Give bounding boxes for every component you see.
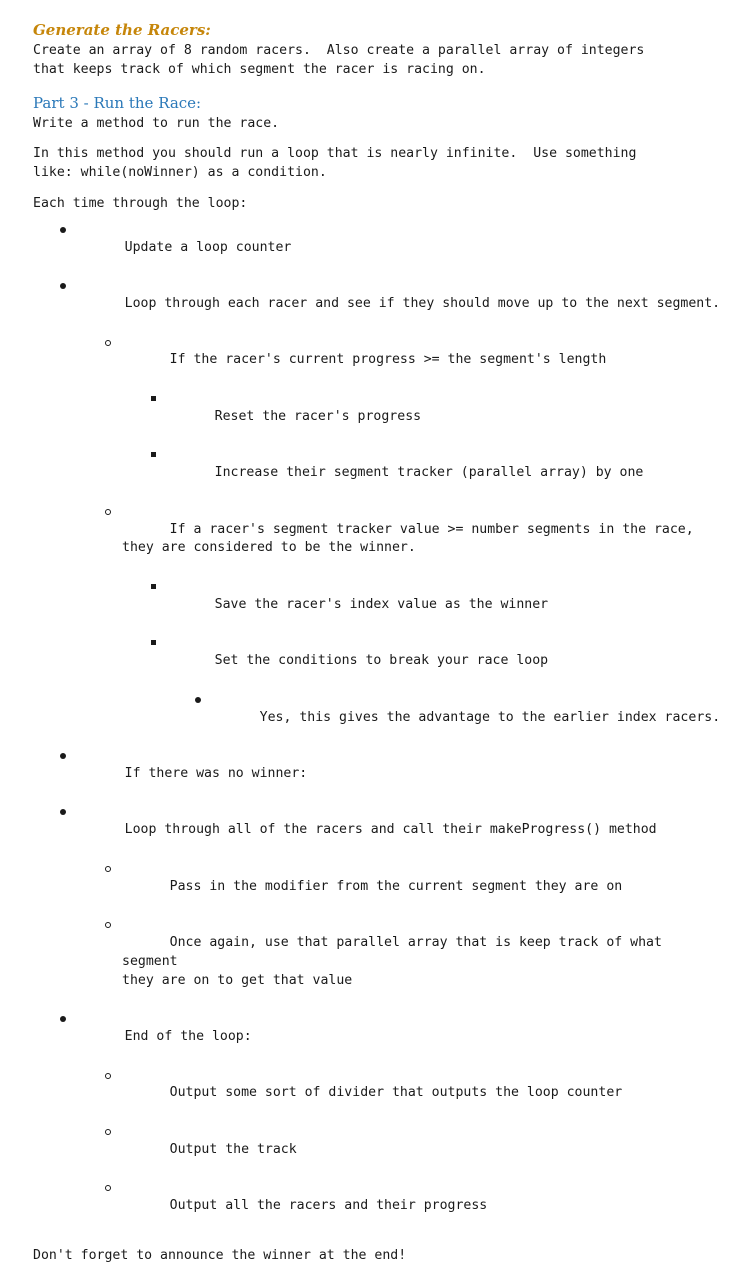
paragraph-line: that keeps track of which segment the racer is racing on. (33, 61, 486, 77)
list-item (33, 915, 723, 1009)
list-item-text: Yes, this gives the advantage to the earlier index racers. (259, 709, 721, 725)
paragraph-line: Create an array of 8 random racers. Also create a parallel array of integers (33, 43, 645, 58)
paragraph-line: In this method you should run a loop that is nearly infinite. Use something (33, 146, 637, 162)
list-item-text: End of the loop: (124, 1029, 252, 1045)
list-item-text: Increase their segment tracker (parallel array) by one (214, 465, 644, 481)
loop-intro-text: Each time through the loop: (33, 195, 248, 211)
list-item (33, 445, 723, 501)
list-item-text: Output all the racers and their progress (169, 1198, 488, 1214)
list-item-text: Once again, use that parallel array that is keep track of what segment they are on to get that value (122, 935, 662, 988)
list-item (33, 859, 723, 915)
list-item (33, 1066, 723, 1122)
intro-text: Write a method to run the race. (33, 115, 280, 131)
list-item (33, 502, 723, 577)
list-item (33, 1122, 723, 1178)
list-item (33, 333, 723, 389)
list-item-text: Save the racer's index value as the winner (214, 596, 549, 612)
list-item (33, 577, 723, 633)
spacer (33, 183, 723, 195)
spacer (33, 133, 723, 145)
section-heading-run-race: Part 3 - Run the Race: (33, 93, 202, 112)
list-item-text: Set the conditions to break your race loop (214, 653, 549, 669)
list-item-text: If the racer's current progress >= the segment's length (169, 352, 607, 368)
loop-steps-list (33, 220, 723, 1235)
list-item-text: If there was no winner: (124, 765, 308, 781)
section-heading-generate-racers: Generate the Racers: (33, 21, 211, 39)
list-item (33, 220, 723, 276)
list-item-text: Output some sort of divider that outputs the loop counter (169, 1085, 623, 1101)
list-item-text: Output the track (169, 1141, 297, 1157)
list-item-text: Loop through each racer and see if they should move up to the next segment. (124, 295, 721, 311)
list-item (33, 802, 723, 858)
spacer (33, 1235, 723, 1247)
list-item-text: Loop through all of the racers and call their makeProgress() method (124, 822, 657, 838)
document-page (33, 21, 723, 1266)
list-item-text: Reset the racer's progress (214, 408, 422, 424)
list-item (33, 276, 723, 332)
list-item (33, 1009, 723, 1065)
list-item-text: Update a loop counter (124, 239, 292, 255)
list-item (33, 389, 723, 445)
list-item (33, 746, 723, 802)
paragraph-line: like: while(noWinner) as a condition. (33, 165, 327, 181)
list-item-text: If a racer's segment tracker value >= number segments in the race, they are considered to be the winner. (122, 521, 694, 556)
list-item (33, 690, 723, 746)
closing-text: Don't forget to announce the winner at the end! (33, 1247, 407, 1263)
list-item (33, 633, 723, 689)
list-item-text: Pass in the modifier from the current segment they are on (169, 878, 623, 894)
list-item (33, 1178, 723, 1234)
